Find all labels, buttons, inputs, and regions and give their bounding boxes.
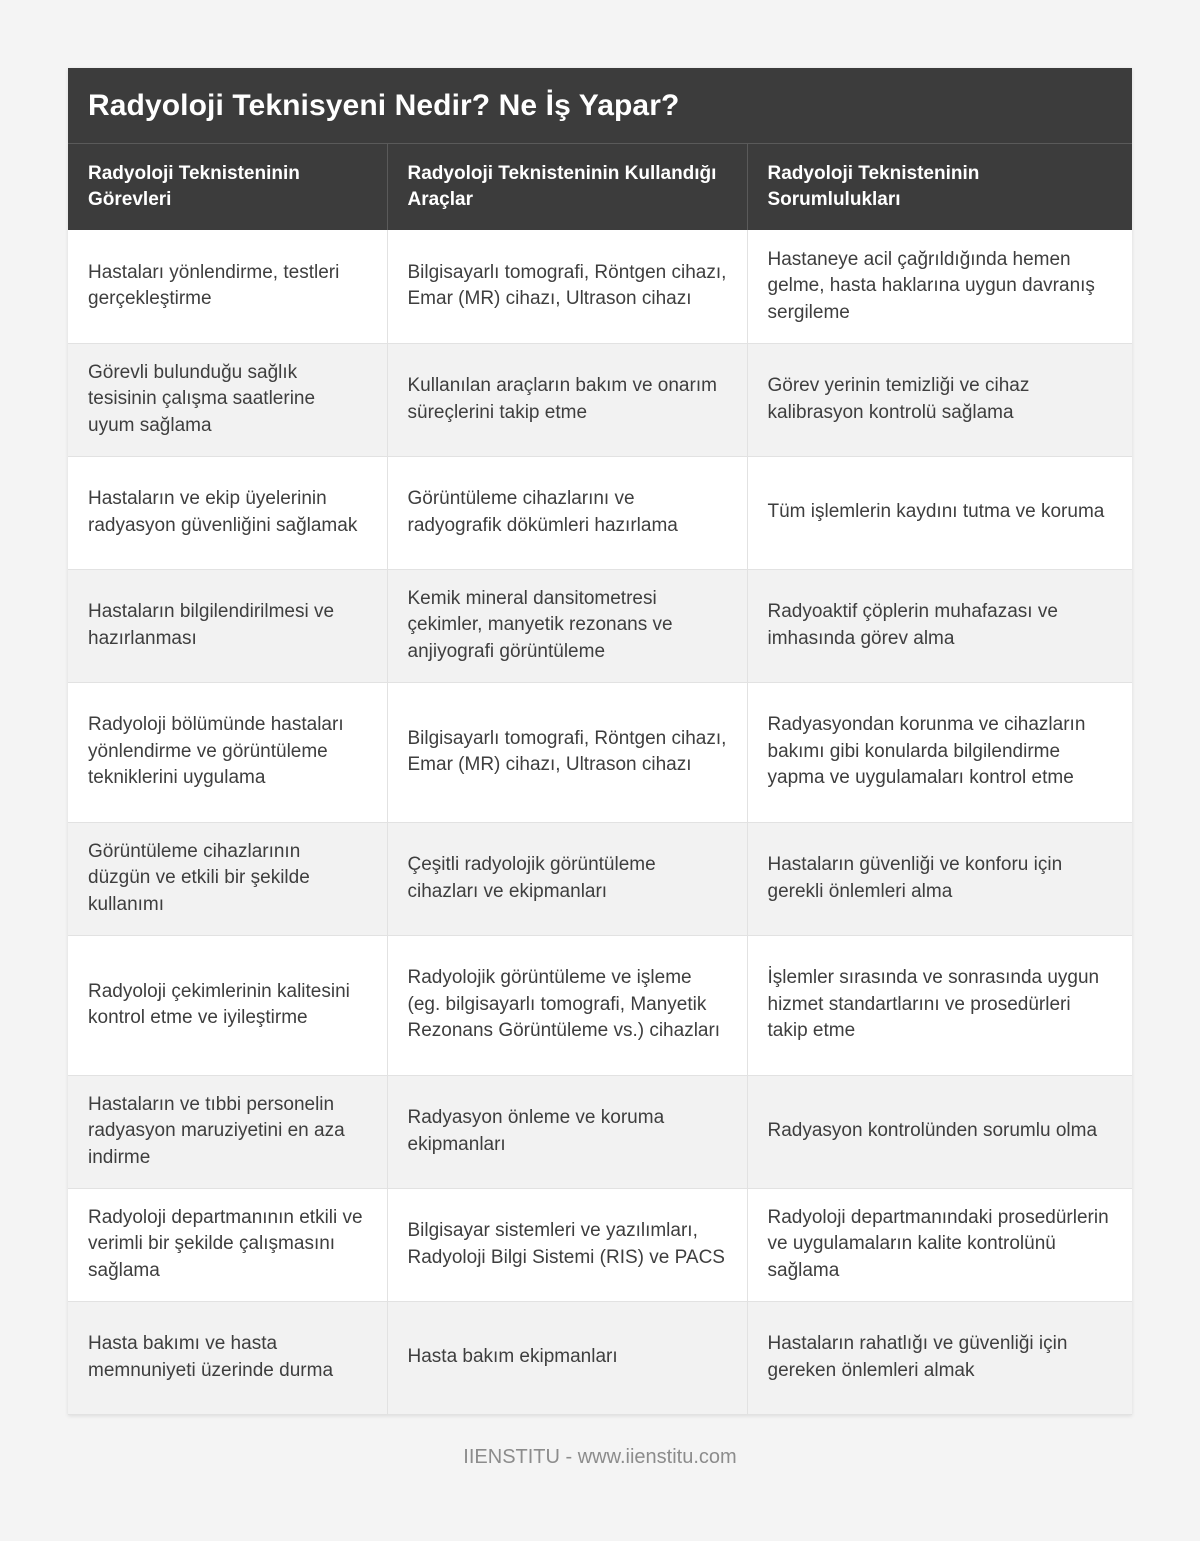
table-row: [68, 1188, 1132, 1301]
table-cell: Bilgisayar sistemleri ve yazılımları, Radyoloji Bilgi Sistemi (RIS) ve PACS: [387, 1188, 747, 1301]
footer-credit: IIENSTITU - www.iienstitu.com: [463, 1446, 737, 1468]
column-header-sorumluluklar: Radyoloji Teknisteninin Sorumlulukları: [747, 144, 1132, 230]
table-cell: Hastaneye acil çağrıldığında hemen gelme, hasta haklarına uygun davranış sergileme: [747, 230, 1132, 343]
data-table: [68, 144, 1132, 1415]
table-cell: Radyoloji bölümünde hastaları yönlendirme ve görüntüleme tekniklerini uygulama: [68, 682, 387, 822]
table-row: [68, 569, 1132, 682]
table-cell: Hasta bakım ekipmanları: [387, 1301, 747, 1414]
table-cell: İşlemler sırasında ve sonrasında uygun hizmet standartlarını ve prosedürleri takip etme: [747, 935, 1132, 1075]
page-title: Radyoloji Teknisyeni Nedir? Ne İş Yapar?: [88, 88, 680, 122]
table-row: [68, 343, 1132, 456]
table-cell: Görevli bulunduğu sağlık tesisinin çalışma saatlerine uyum sağlama: [68, 343, 387, 456]
table-row: [68, 456, 1132, 569]
table-cell: Görüntüleme cihazlarını ve radyografik dökümleri hazırlama: [387, 456, 747, 569]
table-cell: Hastaların bilgilendirilmesi ve hazırlanması: [68, 569, 387, 682]
table-cell: Bilgisayarlı tomografi, Röntgen cihazı, Emar (MR) cihazı, Ultrason cihazı: [387, 230, 747, 343]
table-cell: Tüm işlemlerin kaydını tutma ve koruma: [747, 456, 1132, 569]
column-header-gorevler: Radyoloji Teknisteninin Görevleri: [68, 144, 387, 230]
table-cell: Hastaların ve ekip üyelerinin radyasyon güvenliğini sağlamak: [68, 456, 387, 569]
table-cell: Bilgisayarlı tomografi, Röntgen cihazı, Emar (MR) cihazı, Ultrason cihazı: [387, 682, 747, 822]
table-cell: Kemik mineral dansitometresi çekimler, manyetik rezonans ve anjiyografi görüntüleme: [387, 569, 747, 682]
table-cell: Çeşitli radyolojik görüntüleme cihazları ve ekipmanları: [387, 822, 747, 935]
table-cell: Görüntüleme cihazlarının düzgün ve etkili bir şekilde kullanımı: [68, 822, 387, 935]
table-row: [68, 230, 1132, 343]
table-row: [68, 822, 1132, 935]
table-cell: Hastaların ve tıbbi personelin radyasyon maruziyetini en aza indirme: [68, 1075, 387, 1188]
table-cell: Radyoloji departmanının etkili ve verimli bir şekilde çalışmasını sağlama: [68, 1188, 387, 1301]
table-cell: Kullanılan araçların bakım ve onarım süreçlerini takip etme: [387, 343, 747, 456]
table-cell: Görev yerinin temizliği ve cihaz kalibrasyon kontrolü sağlama: [747, 343, 1132, 456]
header-row: [68, 144, 1132, 230]
table-cell: Radyoaktif çöplerin muhafazası ve imhasında görev alma: [747, 569, 1132, 682]
table-cell: Radyoloji departmanındaki prosedürlerin ve uygulamaların kalite kontrolünü sağlama: [747, 1188, 1132, 1301]
table-row: [68, 1301, 1132, 1414]
table-cell: Radyasyon önleme ve koruma ekipmanları: [387, 1075, 747, 1188]
table-card: [68, 68, 1132, 1415]
column-header-araclar: Radyoloji Teknisteninin Kullandığı Araçlar: [387, 144, 747, 230]
table-cell: Hastaların rahatlığı ve güvenliği için gereken önlemleri almak: [747, 1301, 1132, 1414]
table-row: [68, 1075, 1132, 1188]
table-row: [68, 935, 1132, 1075]
table-cell: Hastaların güvenliği ve konforu için gerekli önlemleri alma: [747, 822, 1132, 935]
table-cell: Hastaları yönlendirme, testleri gerçekleştirme: [68, 230, 387, 343]
table-cell: Radyolojik görüntüleme ve işleme (eg. bilgisayarlı tomografi, Manyetik Rezonans Görüntüleme vs.) cihazları: [387, 935, 747, 1075]
table-cell: Radyoloji çekimlerinin kalitesini kontrol etme ve iyileştirme: [68, 935, 387, 1075]
table-cell: Hasta bakımı ve hasta memnuniyeti üzerinde durma: [68, 1301, 387, 1414]
table-cell: Radyasyon kontrolünden sorumlu olma: [747, 1075, 1132, 1188]
table-row: [68, 682, 1132, 822]
title-bar: [68, 68, 1132, 144]
table-cell: Radyasyondan korunma ve cihazların bakımı gibi konularda bilgilendirme yapma ve uygulamaları kontrol etme: [747, 682, 1132, 822]
